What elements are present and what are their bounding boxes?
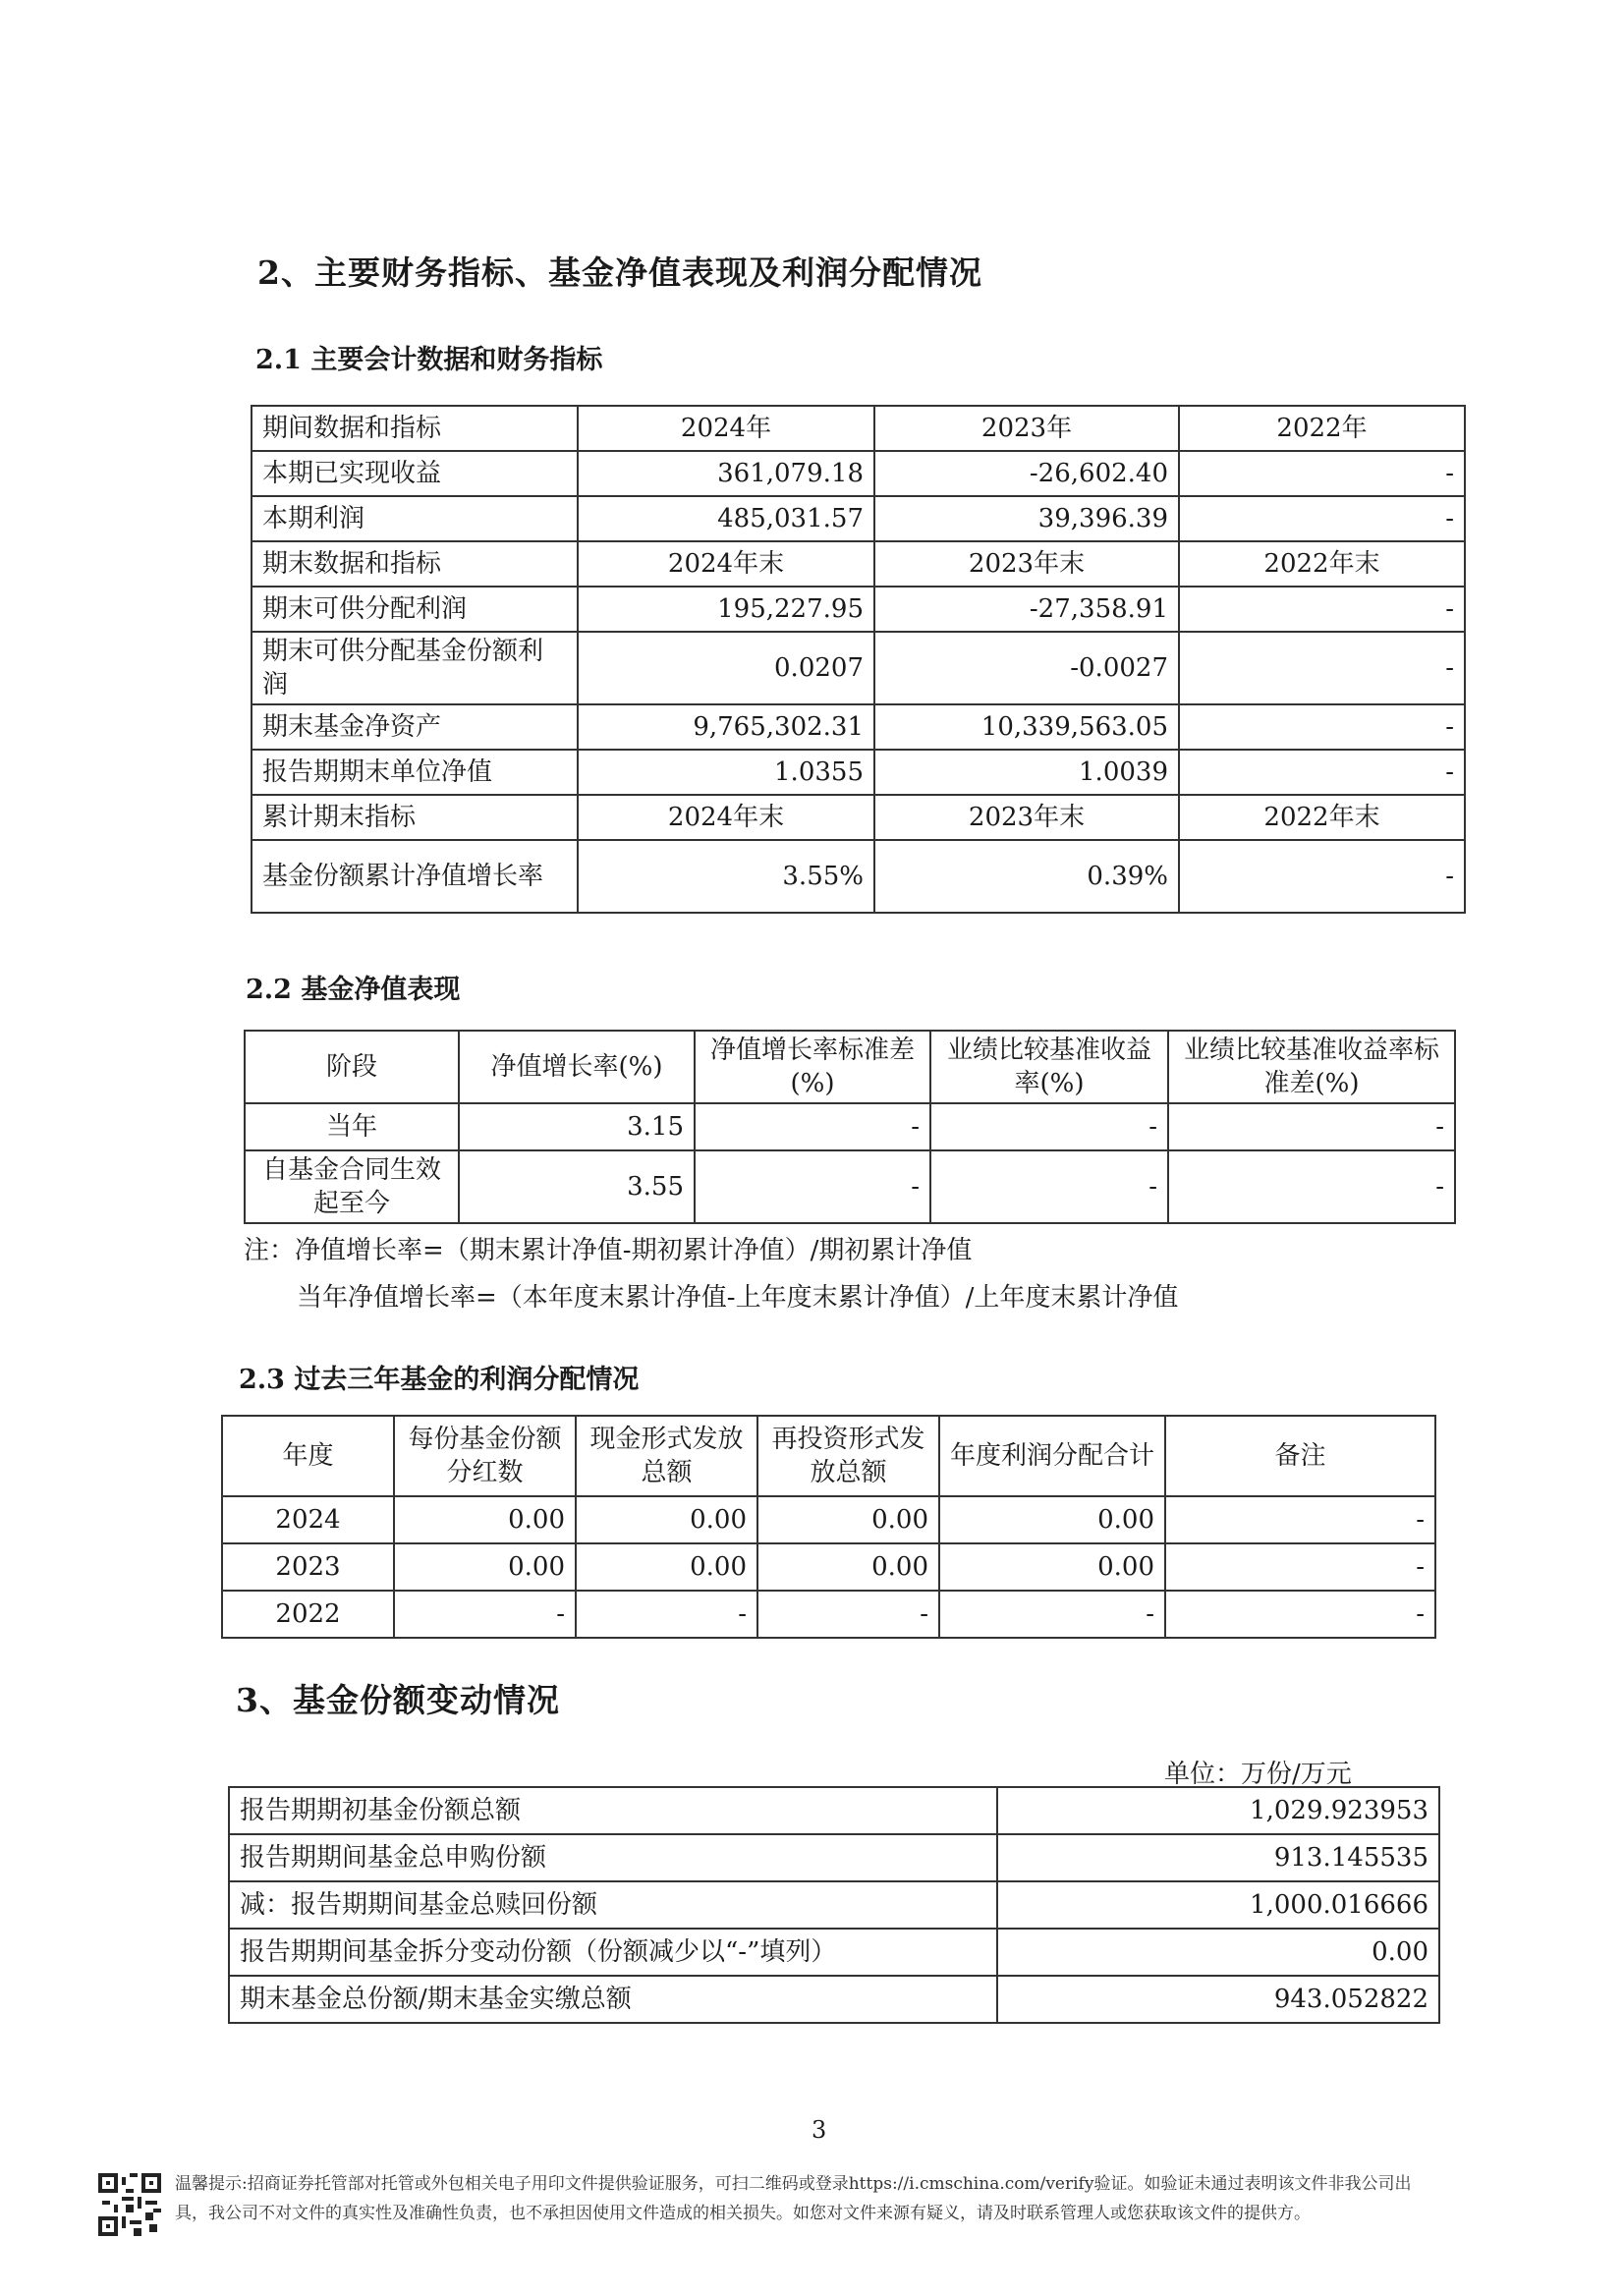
table-cell: 阶段 [245, 1031, 459, 1103]
table-cell: 2022年末 [1179, 795, 1465, 840]
table-cell: 当年 [245, 1103, 459, 1150]
table-cell: - [1179, 750, 1465, 795]
table-cell: 净值增长率标准差(%) [695, 1031, 930, 1103]
table-cell: 2022年 [1179, 406, 1465, 451]
table-cell: 每份基金份额分红数 [394, 1416, 576, 1496]
footer-line-1: 温馨提示:招商证券托管部对托管或外包相关电子用印文件提供验证服务，可扫二维码或登录https://i.cmschina.com/verify验证。如验证未通过表明该文件非我公司出 [175, 2174, 1412, 2194]
table-cell: - [757, 1591, 939, 1638]
table-row [222, 1416, 1435, 1496]
table-cell: 期末可供分配利润 [252, 587, 578, 632]
table-row [252, 750, 1465, 795]
table-cell: - [1179, 587, 1465, 632]
table-cell: 0.00 [939, 1543, 1165, 1591]
section-2-1-title: 2.1 主要会计数据和财务指标 [255, 345, 603, 375]
table-cell: 基金份额累计净值增长率 [252, 840, 578, 913]
table-cell: 0.00 [576, 1543, 757, 1591]
table-cell: - [394, 1591, 576, 1638]
table-row [245, 1031, 1455, 1103]
table-cell: 报告期期间基金总申购份额 [229, 1834, 997, 1881]
table-row [252, 406, 1465, 451]
table-cell: 0.00 [939, 1496, 1165, 1543]
table-cell: - [1179, 451, 1465, 496]
table-cell: 2022 [222, 1591, 394, 1638]
table-cell: 9,765,302.31 [578, 704, 874, 750]
profit-distribution-table [221, 1415, 1436, 1639]
table-row [229, 1976, 1439, 2023]
table-cell: 913.145535 [997, 1834, 1439, 1881]
table-row [252, 840, 1465, 913]
table-row [222, 1591, 1435, 1638]
nav-performance-table [244, 1030, 1456, 1224]
table-cell: 195,227.95 [578, 587, 874, 632]
table-row [252, 632, 1465, 704]
table-cell: -26,602.40 [874, 451, 1179, 496]
table-cell: - [1179, 704, 1465, 750]
accounting-data-table [251, 405, 1466, 914]
section-2-2-title: 2.2 基金净值表现 [246, 975, 461, 1005]
table-cell: 2024年 [578, 406, 874, 451]
table-cell: 备注 [1165, 1416, 1435, 1496]
table-cell: - [1179, 632, 1465, 704]
table-cell: 本期已实现收益 [252, 451, 578, 496]
table-cell: -0.0027 [874, 632, 1179, 704]
table-cell: 2023 [222, 1543, 394, 1591]
table-cell: 自基金合同生效起至今 [245, 1150, 459, 1223]
table-row [245, 1150, 1455, 1223]
table-cell: 累计期末指标 [252, 795, 578, 840]
table-cell: - [930, 1103, 1168, 1150]
table-cell: 0.0207 [578, 632, 874, 704]
section-3-title: 3、基金份额变动情况 [236, 1681, 560, 1719]
table-cell: 报告期期间基金拆分变动份额（份额减少以“-”填列） [229, 1929, 997, 1976]
table-cell: 本期利润 [252, 496, 578, 541]
table-cell: 期末数据和指标 [252, 541, 578, 587]
nav-note-2: 当年净值增长率=（本年度末累计净值-上年度末累计净值）/上年度末累计净值 [297, 1283, 1179, 1313]
table-cell: 1.0039 [874, 750, 1179, 795]
table-cell: 2024年末 [578, 541, 874, 587]
table-cell: 10,339,563.05 [874, 704, 1179, 750]
table-cell: 再投资形式发放总额 [757, 1416, 939, 1496]
table-cell: 0.00 [576, 1496, 757, 1543]
table-cell: 2024 [222, 1496, 394, 1543]
table-row [222, 1543, 1435, 1591]
table-cell: 业绩比较基准收益率(%) [930, 1031, 1168, 1103]
table-cell: 期末基金净资产 [252, 704, 578, 750]
table-cell: 943.052822 [997, 1976, 1439, 2023]
table-cell: 期间数据和指标 [252, 406, 578, 451]
table-cell: - [930, 1150, 1168, 1223]
table-row [222, 1496, 1435, 1543]
table-cell: 39,396.39 [874, 496, 1179, 541]
table-cell: - [576, 1591, 757, 1638]
table-cell: 现金形式发放总额 [576, 1416, 757, 1496]
section-2-title: 2、主要财务指标、基金净值表现及利润分配情况 [257, 253, 982, 292]
table-row [229, 1881, 1439, 1929]
footer-notice [175, 2169, 1462, 2228]
table-cell: 485,031.57 [578, 496, 874, 541]
share-change-table [228, 1786, 1440, 2024]
table-cell: 2024年末 [578, 795, 874, 840]
table-row [252, 587, 1465, 632]
table-cell: 业绩比较基准收益率标准差(%) [1168, 1031, 1455, 1103]
table-row [252, 795, 1465, 840]
table-cell: 期末可供分配基金份额利润 [252, 632, 578, 704]
table-row [252, 704, 1465, 750]
table-cell: -27,358.91 [874, 587, 1179, 632]
nav-note-1: 注：净值增长率=（期末累计净值-期初累计净值）/期初累计净值 [244, 1236, 973, 1265]
table-cell: - [695, 1150, 930, 1223]
table-cell: 3.55% [578, 840, 874, 913]
table-cell: - [939, 1591, 1165, 1638]
table-cell: 2022年末 [1179, 541, 1465, 587]
table-row [229, 1787, 1439, 1834]
table-cell: - [1168, 1150, 1455, 1223]
table-cell: 3.55 [459, 1150, 695, 1223]
table-cell: 0.00 [757, 1496, 939, 1543]
table-cell: 0.00 [394, 1496, 576, 1543]
table-row [229, 1929, 1439, 1976]
table-row [229, 1834, 1439, 1881]
table-cell: - [1179, 496, 1465, 541]
table-cell: - [1165, 1496, 1435, 1543]
qr-code-icon [98, 2173, 161, 2236]
table-cell: 2023年末 [874, 795, 1179, 840]
table-cell: - [1168, 1103, 1455, 1150]
table-row [252, 496, 1465, 541]
table-cell: - [1165, 1543, 1435, 1591]
table-cell: 361,079.18 [578, 451, 874, 496]
table-cell: 0.39% [874, 840, 1179, 913]
table-cell: 1.0355 [578, 750, 874, 795]
table-cell: - [1179, 840, 1465, 913]
table-cell: 0.00 [394, 1543, 576, 1591]
table-cell: 2023年末 [874, 541, 1179, 587]
table-cell: 年度利润分配合计 [939, 1416, 1165, 1496]
table-cell: 1,000.016666 [997, 1881, 1439, 1929]
table-cell: 1,029.923953 [997, 1787, 1439, 1834]
table-cell: 2023年 [874, 406, 1179, 451]
table-cell: - [1165, 1591, 1435, 1638]
table-cell: 年度 [222, 1416, 394, 1496]
footer-line-2: 具，我公司不对文件的真实性及准确性负责，也不承担因使用文件造成的相关损失。如您对文件来源有疑义，请及时联系管理人或您获取该文件的提供方。 [175, 2204, 1311, 2223]
table-row [245, 1103, 1455, 1150]
table-cell: 0.00 [997, 1929, 1439, 1976]
table-cell: 0.00 [757, 1543, 939, 1591]
table-cell: 报告期期末单位净值 [252, 750, 578, 795]
table-cell: 3.15 [459, 1103, 695, 1150]
table-cell: 报告期期初基金份额总额 [229, 1787, 997, 1834]
table-row [252, 541, 1465, 587]
table-cell: - [695, 1103, 930, 1150]
unit-label: 单位：万份/万元 [1164, 1760, 1352, 1789]
table-cell: 净值增长率(%) [459, 1031, 695, 1103]
section-2-3-title: 2.3 过去三年基金的利润分配情况 [239, 1365, 640, 1395]
table-row [252, 451, 1465, 496]
page-number: 3 [812, 2116, 827, 2144]
table-cell: 期末基金总份额/期末基金实缴总额 [229, 1976, 997, 2023]
table-cell: 减：报告期期间基金总赎回份额 [229, 1881, 997, 1929]
